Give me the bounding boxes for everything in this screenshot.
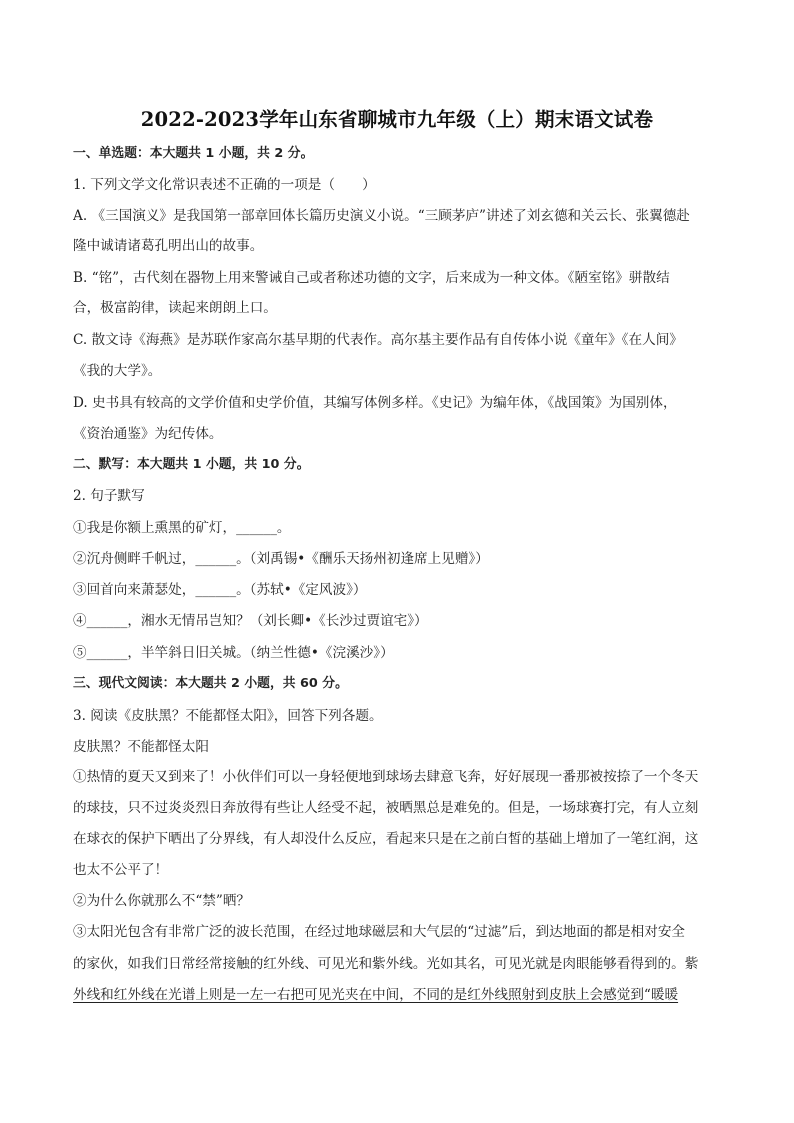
- text-line: C. 散文诗《海燕》是苏联作家高尔基早期的代表作。高尔基主要作品有自传体小说《童年》《在人间》: [73, 332, 683, 348]
- section-heading: 三、现代文阅读：本大题共 2 小题，共 60 分。: [73, 676, 348, 691]
- exam-title: 2022-2023学年山东省聊城市九年级（上）期末语文试卷: [140, 108, 654, 131]
- text-line: D. 史书具有较高的文学价值和史学价值，其编写体例多样。《史记》为编年体，《战国策》为国别体，: [73, 395, 677, 411]
- text-line: 1. 下列文学文化常识表述不正确的一项是（ ）: [73, 177, 376, 193]
- text-line: ①热情的夏天又到来了！小伙伴们可以一身轻便地到球场去肆意飞奔，好好展现一番那被按捺了一个冬天: [73, 769, 699, 785]
- text-line: ⑤______，半竿斜日旧关城。（纳兰性德•《浣溪沙》）: [73, 645, 394, 661]
- text-line: A. 《三国演义》是我国第一部章回体长篇历史演义小说。“三顾茅庐”讲述了刘玄德和关云长、张翼德赴: [73, 208, 690, 224]
- section-heading: 二、默写：本大题共 1 小题，共 10 分。: [73, 457, 310, 472]
- text-line: ③回首向来萧瑟处，______。（苏轼•《定风波》）: [73, 582, 367, 598]
- section-heading: 一、单选题：本大题共 1 小题，共 2 分。: [73, 146, 314, 161]
- text-line: 的家伙，如我们日常经常接触的红外线、可见光和紫外线。光如其名，可见光就是肉眼能够看得到的。紫: [73, 956, 699, 972]
- text-line: 皮肤黑？不能都怪太阳: [73, 739, 209, 755]
- text-line: 合，极富韵律，读起来朗朗上口。: [73, 300, 277, 316]
- text-line: 《资治通鉴》为纪传体。: [73, 426, 223, 442]
- text-line: 也太不公平了！: [73, 862, 169, 878]
- text-line: ②沉舟侧畔千帆过，______。（刘禹锡•《酬乐天扬州初逢席上见赠》）: [73, 551, 489, 567]
- text-line: 在球衣的保护下晒出了分界线，有人却没什么反应，看起来只是在之前白皙的基础上增加了一笔红润，这: [73, 831, 699, 847]
- text-line: 外线和红外线在光谱上则是一左一右把可见光夹在中间，不同的是红外线照射到皮肤上会感觉到“暖暖: [73, 987, 679, 1003]
- text-line: ②为什么你就那么不“禁”晒？: [73, 893, 251, 909]
- text-line: 2. 句子默写: [73, 488, 145, 504]
- text-line: ①我是你额上熏黑的矿灯，______。: [73, 520, 291, 536]
- text-line: ③太阳光包含有非常广泛的波长范围，在经过地球磁层和大气层的“过滤”后，到达地面的都是相对安全: [73, 924, 686, 940]
- text-line: ④______，湘水无情吊岂知？（刘长卿•《长沙过贾谊宅》）: [73, 613, 428, 629]
- text-line: 3. 阅读《皮肤黑？不能都怪太阳》，回答下列各题。: [73, 708, 383, 724]
- text-line: 隆中诚请诸葛孔明出山的故事。: [73, 238, 264, 254]
- text-line: B. “铭”，古代刻在器物上用来警诫自己或者称述功德的文字，后来成为一种文体。《陋室铭》骈散结: [73, 270, 670, 286]
- text-line: 《我的大学》。: [73, 363, 162, 379]
- text-line: 的球技，只不过炎炎烈日奔放得有些让人经受不起，被晒黑总是难免的。但是，一场球赛打完，有人立刻: [73, 800, 699, 816]
